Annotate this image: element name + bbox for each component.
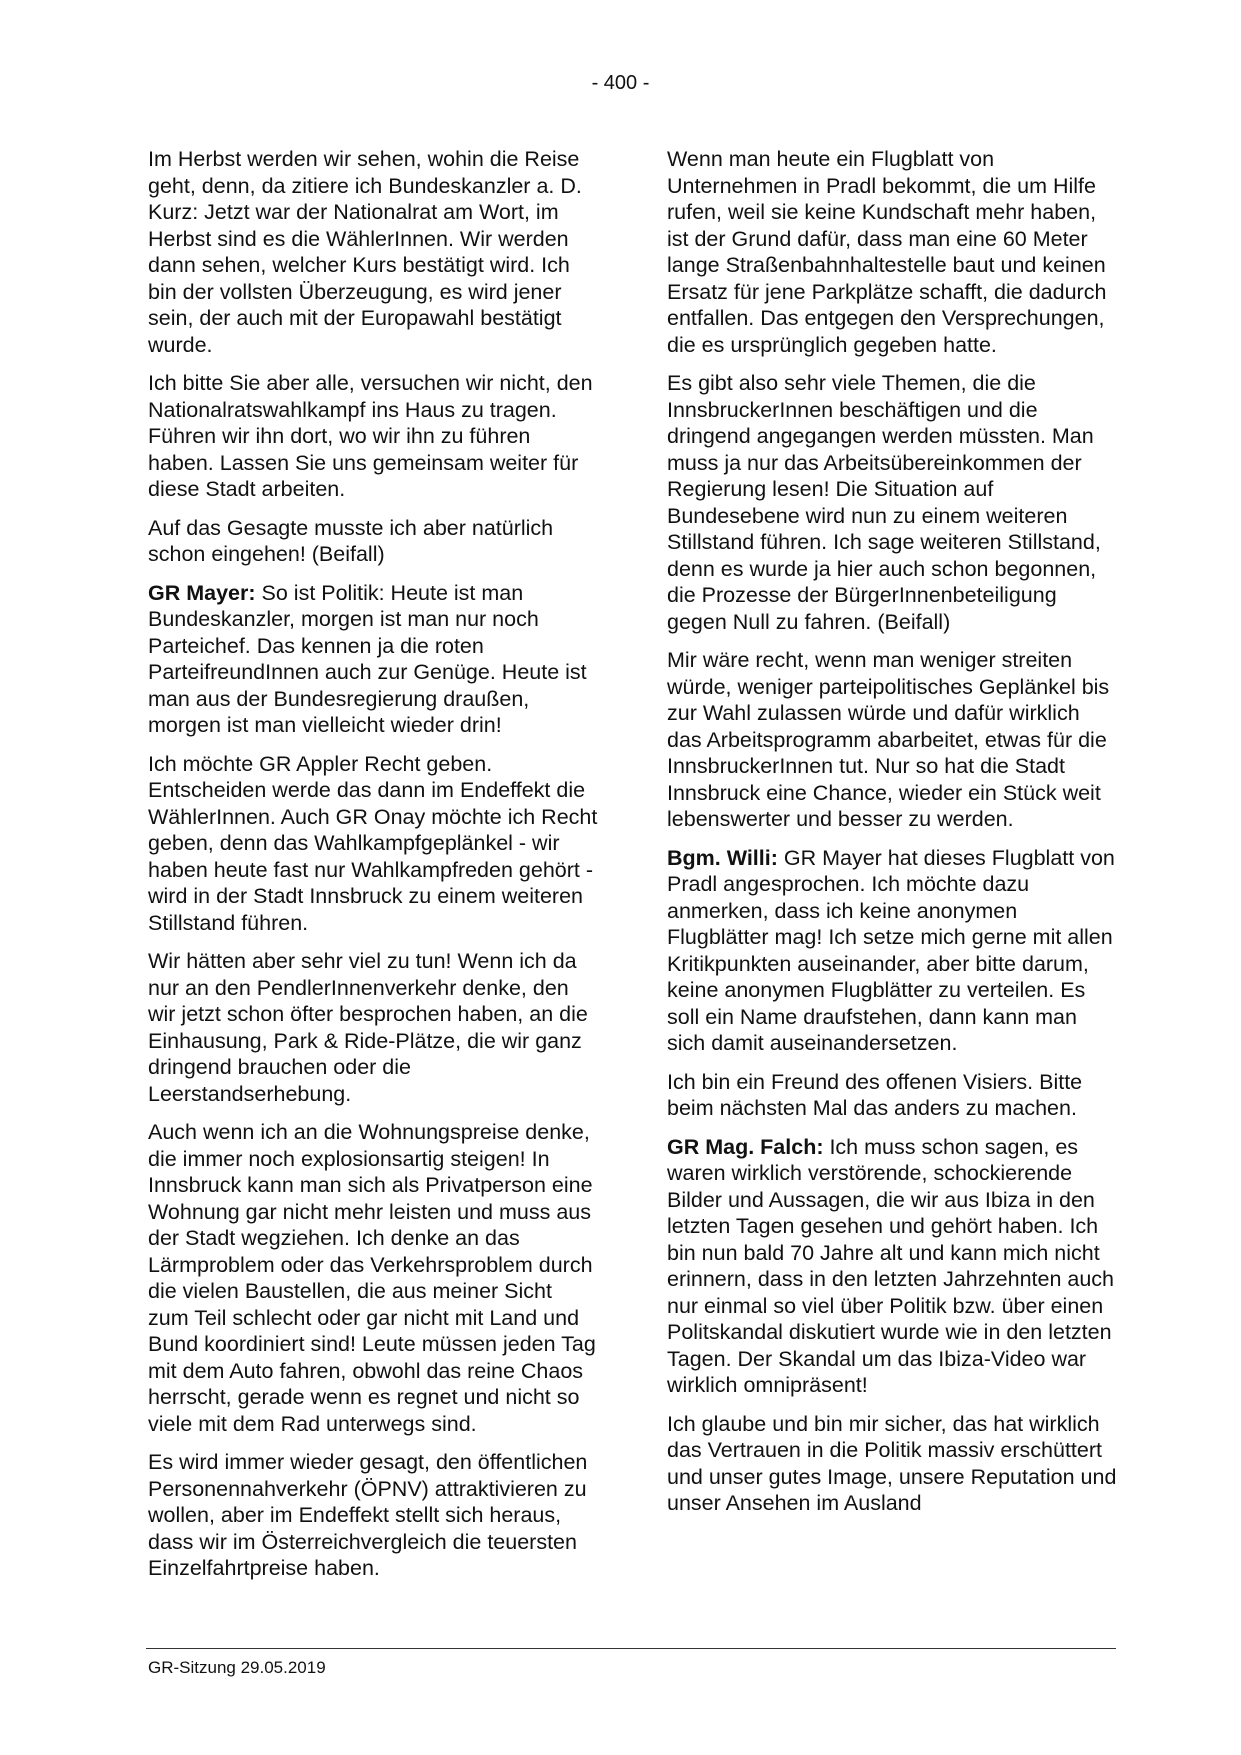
paragraph-text: Im Herbst werden wir sehen, wohin die Reise geht, denn, da zitiere ich Bundeskanzler a. D. Kurz: Jetzt war der Nationalrat am Wort, im Herbst sind es die WählerInnen. Wir werden dann sehen, welcher Kurs bestätigt wird. Ich bin der vollsten Überzeugung, es wird jener sein, der auch mit der Europawahl bestätigt wurde. [148, 147, 582, 357]
paragraph-text: So ist Politik: Heute ist man Bundeskanzler, morgen ist man nur noch Parteichef. Das kennen ja die roten ParteifreundInnen auch zur Genüge. Heute ist man aus der Bundesregierung draußen, morgen ist man vielleicht wieder drin! [148, 580, 587, 737]
paragraph-text: Wir hätten aber sehr viel zu tun! Wenn ich da nur an den PendlerInnenverkehr denke, den wir jetzt schon öfter besprochen haben, an die Einhausung, Park & Ride-Plätze, die wir ganz dringend brauchen oder die Leerstandserhebung. [148, 949, 588, 1106]
paragraph [667, 647, 1117, 833]
paragraph [148, 580, 598, 739]
paragraph [148, 146, 598, 358]
paragraph [148, 1449, 598, 1582]
paragraph-text: Ich bin ein Freund des offenen Visiers. Bitte beim nächsten Mal das anders zu machen. [667, 1069, 1083, 1120]
paragraph [148, 515, 598, 568]
paragraph [148, 1119, 598, 1437]
speaker-name: GR Mag. Falch: [667, 1134, 824, 1159]
paragraph-text: Es wird immer wieder gesagt, den öffentlichen Personennahverkehr (ÖPNV) attraktivieren zu wollen, aber im Endeffekt stellt sich heraus, dass wir im Österreichvergleich die teuersten Einzelfahrtpreise haben. [148, 1450, 588, 1580]
paragraph-text: Ich möchte GR Appler Recht geben. Entscheiden werde das dann im Endeffekt die WählerInnen. Auch GR Onay möchte ich Recht geben, denn das Wahlkampfgeplänkel - wir haben heute fast nur Wahlkampfreden gehört - wird in der Stadt Innsbruck zu einem weiteren Stillstand führen. [148, 751, 598, 935]
paragraph [667, 146, 1117, 358]
paragraph-text: GR Mayer hat dieses Flugblatt von Pradl angesprochen. Ich möchte dazu anmerken, dass ich keine anonymen Flugblätter mag! Ich setze mich gerne mit allen Kritikpunkten auseinander, aber bitte darum, keine anonymen Flugblätter zu verteilen. Es soll ein Name draufstehen, dann kann man sich damit auseinandersetzen. [667, 845, 1115, 1055]
paragraph-text: Auch wenn ich an die Wohnungspreise denke, die immer noch explosionsartig steigen! In Innsbruck kann man sich als Privatperson eine Wohnung gar nicht mehr leisten und muss aus der Stadt wegziehen. Ich denke an das Lärmproblem oder das Verkehrsproblem durch die vielen Baustellen, die aus meiner Sicht zum Teil schlecht oder gar nicht mit Land und Bund koordiniert sind! Leute müssen jeden Tag mit dem Auto fahren, obwohl das reine Chaos herrscht, gerade wenn es regnet und nicht so viele mit dem Rad unterwegs sind. [148, 1120, 596, 1436]
paragraph [148, 948, 598, 1107]
paragraph-text: Es gibt also sehr viele Themen, die die InnsbruckerInnen beschäftigen und die dringend angegangen werden müssten. Man muss ja nur das Arbeitsübereinkommen der Regierung lesen! Die Situation auf Bundesebene wird nun zu einem weiteren Stillstand führen. Ich sage weiteren Stillstand, denn es wurde ja hier auch schon begonnen, die Prozesse der BürgerInnenbeteiligung gegen Null zu fahren. (Beifall) [667, 371, 1101, 634]
paragraph [667, 1411, 1117, 1517]
speaker-name: GR Mayer: [148, 580, 256, 605]
paragraph-text: Ich glaube und bin mir sicher, das hat wirklich das Vertrauen in die Politik massiv erschüttert und unser gutes Image, unsere Reputation und unser Ansehen im Ausland [667, 1411, 1117, 1515]
paragraph [667, 370, 1117, 635]
left-column [148, 146, 598, 1594]
paragraph [667, 1069, 1117, 1122]
right-column [667, 146, 1117, 1529]
paragraph [148, 751, 598, 937]
paragraph-text: Auf das Gesagte musste ich aber natürlich schon eingehen! (Beifall) [148, 515, 554, 566]
paragraph-text: Ich bitte Sie aber alle, versuchen wir nicht, den Nationalratswahlkampf ins Haus zu tragen. Führen wir ihn dort, wo wir ihn zu führen haben. Lassen Sie uns gemeinsam weiter für diese Stadt arbeiten. [148, 371, 593, 501]
paragraph-text: Wenn man heute ein Flugblatt von Unternehmen in Pradl bekommt, die um Hilfe rufen, weil sie keine Kundschaft mehr haben, ist der Grund dafür, dass man eine 60 Meter lange Straßenbahnhaltestelle baut und keinen Ersatz für jene Parkplätze schafft, die dadurch entfallen. Das entgegen den Versprechungen, die es ursprünglich gegeben hatte. [667, 147, 1107, 357]
footer-divider [146, 1648, 1116, 1649]
paragraph-text: Ich muss schon sagen, es waren wirklich verstörende, schockierende Bilder und Aussagen, die wir aus Ibiza in den letzten Tagen gesehen und gehört haben. Ich bin nun bald 70 Jahre alt und kann mich nicht erinnern, dass in den letzten Jahrzehnten auch nur einmal so viel über Politik bzw. über einen Politskandal diskutiert wurde wie in den letzten Tagen. Der Skandal um das Ibiza-Video war wirklich omnipräsent! [667, 1134, 1115, 1397]
paragraph-text: Mir wäre recht, wenn man weniger streiten würde, weniger parteipolitisches Geplänkel bis zur Wahl zulassen würde und dafür wirklich das Arbeitsprogramm abarbeitet, etwas für die InnsbruckerInnen tut. Nur so hat die Stadt Innsbruck eine Chance, wieder ein Stück weit lebenswerter und besser zu werden. [667, 648, 1110, 831]
paragraph [667, 845, 1117, 1057]
paragraph [148, 370, 598, 503]
speaker-name: Bgm. Willi: [667, 845, 778, 870]
footer-label: GR-Sitzung 29.05.2019 [148, 1658, 326, 1677]
paragraph [667, 1134, 1117, 1399]
page-number: - 400 - [591, 72, 650, 94]
